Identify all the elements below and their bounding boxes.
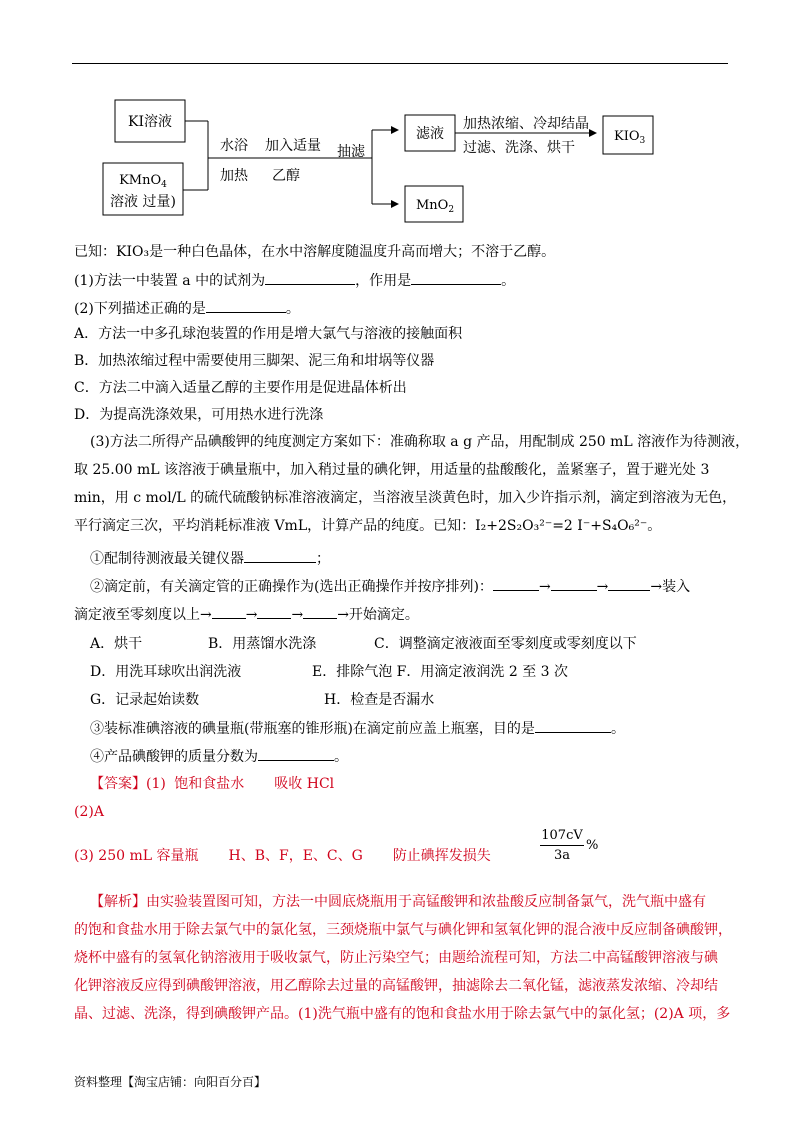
blank-c1[interactable] — [244, 548, 316, 563]
mno2-formula: MnO — [416, 198, 449, 213]
blank-c2-3[interactable] — [608, 576, 650, 591]
question-2: (2)下列描述正确的是 。 — [74, 298, 300, 319]
blank-2[interactable] — [206, 298, 286, 313]
footer-credit: 资料整理【淘宝店铺：向阳百分百】 — [74, 1075, 267, 1089]
flowchart — [0, 0, 800, 240]
step-suction-filter: 抽滤 — [337, 144, 365, 160]
choice-d: D．用洗耳球吹出润洗液 — [90, 664, 242, 680]
question-3-line-1: (3)方法二所得产品碘酸钾的纯度测定方案如下：准确称取 a g 产品，用配制成 250 mL 溶液作为待测液， — [90, 434, 750, 450]
step-add-ethanol: 加入适量 — [265, 138, 321, 154]
option-d: D．为提高洗涤效果，可用热水进行洗涤 — [74, 407, 324, 423]
fraction-percent: % — [586, 838, 599, 853]
answer-line-3: (3) 250 mL 容量瓶 H、B、F，E、C、G 防止碘挥发损失 — [74, 848, 491, 864]
choice-ef: E．排除气泡 F．用滴定液润洗 2 至 3 次 — [312, 664, 568, 680]
question-3-line-4: 平行滴定三次，平均消耗标准液 VmL，计算产品的纯度。已知：I₂+2S₂O₃²⁻=2 I⁻+S₄O₆²⁻。 — [74, 518, 662, 534]
fraction-numerator: 107cV — [540, 828, 584, 846]
choice-b: B．用蒸馏水洗涤 — [208, 636, 317, 652]
option-b: B．加热浓缩过程中需要使用三脚架、泥三角和坩埚等仪器 — [74, 353, 435, 369]
option-c: C．方法二中滴入适量乙醇的主要作用是促进晶体析出 — [74, 380, 407, 396]
question-3-line-3: min，用 c mol/L 的硫代硫酸钠标准溶液滴定，当溶液呈淡黄色时，加入少许指示剂，滴定到溶液为无色， — [74, 490, 737, 506]
kio3-sub: 3 — [639, 136, 646, 146]
blank-c3[interactable] — [535, 718, 611, 733]
analysis-line-2: 的饱和食盐水用于除去氯气中的氯化氢，三颈烧瓶中氯气与碘化钾和氢氧化钾的混合液中反应制备碘酸钾， — [74, 922, 732, 938]
blank-c2-5[interactable] — [257, 604, 291, 619]
answer-tag: 【答案】 — [90, 776, 146, 792]
answer-fraction — [540, 828, 584, 863]
step-filter-wash: 过滤、洗涤、烘干 — [463, 140, 575, 156]
mno2-sub: 2 — [448, 205, 455, 215]
box-filtrate-label: 滤液 — [416, 126, 444, 142]
blank-c2-4[interactable] — [212, 604, 246, 619]
step-ethanol: 乙醇 — [272, 168, 300, 184]
sub-question-4: ④产品碘酸钾的质量分数为 。 — [90, 746, 348, 767]
sub-question-3: ③装标准碘溶液的碘量瓶(带瓶塞的锥形瓶)在滴定前应盖上瓶塞，目的是 。 — [90, 718, 625, 739]
choice-h: H．检查是否漏水 — [324, 692, 435, 708]
box-ki-label: KI溶液 — [128, 114, 172, 130]
sub-question-2-line-2: 滴定液至零刻度以上→ → → →开始滴定。 — [74, 604, 419, 625]
choice-a: A．烘干 — [90, 636, 143, 652]
kmno4-sub: 4 — [161, 180, 167, 190]
known-note: 已知：KIO₃是一种白色晶体，在水中溶解度随温度升高而增大；不溶于乙醇。 — [74, 244, 556, 260]
step-heat: 加热 — [220, 168, 248, 184]
svg-text:KMnO4 — [119, 173, 167, 190]
fraction-denominator: 3a — [553, 848, 571, 863]
blank-c2-6[interactable] — [303, 604, 337, 619]
blank-1b[interactable] — [411, 270, 501, 285]
analysis-tag: 【解析】 — [90, 894, 146, 910]
answer-line-1: 【答案】(1) 饱和食盐水 吸收 HCl — [90, 776, 335, 792]
blank-1a[interactable] — [265, 270, 355, 285]
analysis-line-5: 晶、过滤、洗涤，得到碘酸钾产品。(1)洗气瓶中盛有的饱和食盐水用于除去氯气中的氯化氢；(2)A 项，多 — [74, 1006, 731, 1022]
choice-c: C．调整滴定液液面至零刻度或零刻度以下 — [374, 636, 637, 652]
blank-c2-2[interactable] — [551, 576, 597, 591]
sub-question-2-line-1: ②滴定前，有关滴定管的正确操作为(选出正确操作并按序排列)： → → →装入 — [90, 576, 690, 597]
blank-c4[interactable] — [258, 746, 334, 761]
analysis-line-1: 【解析】由实验装置图可知，方法一中圆底烧瓶用于高锰酸钾和浓盐酸反应制备氯气，洗气瓶中盛有 — [90, 894, 706, 910]
question-1: (1)方法一中装置 a 中的试剂为 ，作用是 。 — [74, 270, 515, 291]
kio3-formula: KIO — [614, 129, 640, 144]
option-a: A．方法一中多孔球泡装置的作用是增大氯气与溶液的接触面积 — [74, 326, 463, 342]
kmno4-formula: KMnO — [119, 173, 162, 188]
step-concentrate: 加热浓缩、冷却结晶 — [463, 116, 589, 132]
step-water-bath: 水浴 — [220, 138, 248, 154]
blank-c2-1[interactable] — [493, 576, 539, 591]
box-kmno4-label: 溶液 过量) — [110, 194, 176, 210]
svg-text:KIO3 — [614, 129, 646, 146]
analysis-line-4: 化钾溶液反应得到碘酸钾溶液，用乙醇除去过量的高锰酸钾，抽滤除去二氧化锰，滤液蒸发浓缩、冷却结 — [74, 978, 718, 994]
question-3-line-2: 取 25.00 mL 该溶液于碘量瓶中，加入稍过量的碘化钾，用适量的盐酸酸化，盖紧塞子，置于避光处 3 — [74, 462, 710, 478]
analysis-line-3: 烧杯中盛有的氢氧化钠溶液用于吸收氯气，防止污染空气；由题给流程可知，方法二中高锰酸钾溶液与碘 — [74, 950, 718, 966]
choice-g: G．记录起始读数 — [90, 692, 200, 708]
svg-text:MnO2 — [416, 198, 454, 215]
answer-line-2: (2)A — [74, 804, 104, 820]
sub-question-1: ①配制待测液最关键仪器 ； — [90, 548, 330, 569]
